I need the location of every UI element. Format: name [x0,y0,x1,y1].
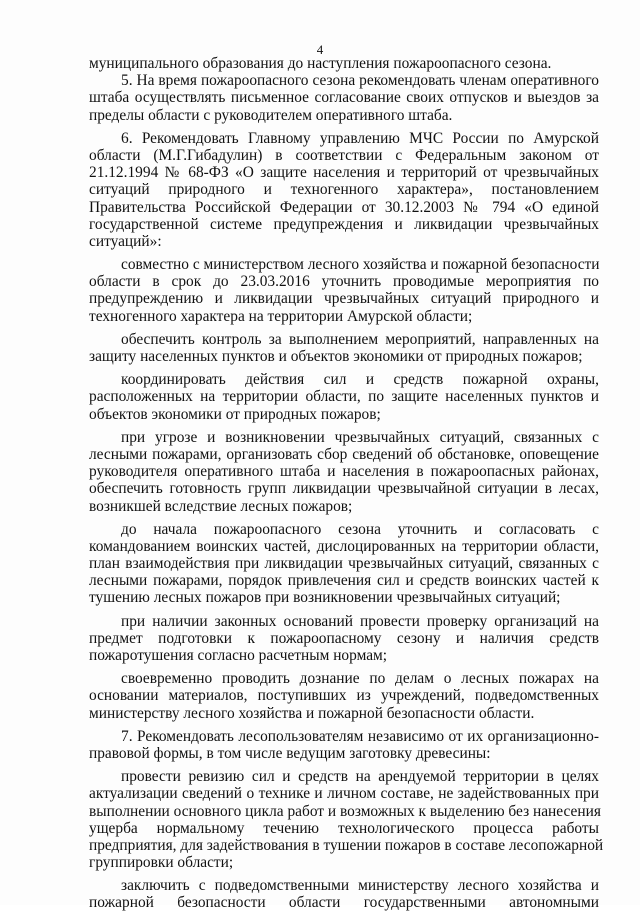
text-line: план взаимодействия при ликвидации чрезвычайных ситуаций, связанных с [89,555,599,573]
text-line: совместно с министерством лесного хозяйства и пожарной безопасности [121,256,600,274]
text-line: заключить с подведомственными министерству лесного хозяйства и [121,877,599,895]
text-line: обеспечить контроль за выполнением мероприятий, направленных на [121,330,599,348]
text-line: предупреждению и ликвидации чрезвычайных ситуаций природного и [89,290,599,308]
text-line: группировки области; [89,854,234,872]
text-line: государственной системе предупреждения и ликвидации чрезвычайных [89,215,599,233]
text-line: техногенного характера на территории Амурской области; [89,307,473,325]
text-line: основании материалов, поступивших из учреждений, подведомственных [89,687,599,705]
text-line: предприятия, для задействования в тушении пожаров в составе лесопожарной [89,836,604,854]
text-line: области в срок до 23.03.2016 уточнить проводимые мероприятия по [89,273,599,291]
text-line: при наличии законных оснований провести проверку организаций на [121,612,599,630]
text-line: до начала пожароопасного сезона уточнить и согласовать с [121,520,599,538]
text-line: министерству лесного хозяйства и пожарной безопасности области. [89,704,535,722]
text-line: области (М.Г.Гибадулин) в соответствии с Федеральным законом от [89,146,599,164]
text-line: ущерба нормальному течению технологического процесса работы [89,819,599,837]
text-line: муниципального образования до наступления пожароопасного сезона. [89,55,552,72]
text-line: пожарной безопасности области государственными автономными [89,894,599,912]
text-line: ситуаций»: [89,232,162,250]
text-line: штаба осуществлять письменное согласование своих отпусков и выездов за [89,89,599,107]
text-line: Правительства Российской Федерации от 30.12.2003 № 794 «О единой [89,198,599,216]
text-line: предмет подготовки к пожароопасному сезону и наличия средств [89,629,599,647]
text-line: обеспечить готовность групп ликвидации чрезвычайной ситуации в лесах, [89,480,599,498]
text-line: пределы области с руководителем оперативного штаба. [89,106,453,124]
page-number: 4 [316,42,324,57]
text-line: защиту населенных пунктов и объектов экономики от природных пожаров; [89,348,583,365]
text-line: ситуаций природного и техногенного характера», постановлением [89,181,599,199]
text-line: тушению лесных пожаров при возникновении чрезвычайных ситуаций; [89,589,561,607]
text-line: выполнении основного цикла работ и возможных к выделению без нанесения [89,802,601,820]
text-line: 5. На время пожароопасного сезона рекомендовать членам оперативного [121,72,599,90]
text-line: возникшей вследствие лесных пожаров; [89,497,353,515]
text-line: пожаротушения согласно расчетным нормам; [89,647,388,664]
text-line: командованием воинских частей, дислоцированных на территории области, [89,537,599,555]
text-line: объектов экономики от природных пожаров; [89,405,381,423]
text-line: 6. Рекомендовать Главному управлению МЧС России по Амурской [121,129,599,147]
document-body [89,55,604,912]
text-line: лесными пожарами, организовать сбор сведений об обстановке, оповещение [89,445,599,463]
text-line: при угрозе и возникновении чрезвычайных ситуаций, связанных с [121,428,599,446]
text-line: своевременно проводить дознание по делам о лесных пожарах на [121,670,599,688]
text-line: провести ревизию сил и средств на арендуемой территории в целях [121,768,599,786]
text-line: актуализации сведений о технике и личном составе, не задействованных при [89,785,599,803]
text-line: координировать действия сил и средств пожарной охраны, [121,371,599,389]
text-line: руководителя оперативного штаба и населения в пожароопасных районах, [89,463,599,481]
text-line: правовой формы, в том числе ведущим заготовку древесины: [89,744,491,762]
text-line: 21.12.1994 № 68-ФЗ «О защите населения и территорий от чрезвычайных [89,164,599,182]
text-line: расположенных на территории области, по защите населенных пунктов и [89,388,599,406]
text-line: лесными пожарами, порядок привлечения сил и средств воинских частей к [89,572,599,590]
text-line: 7. Рекомендовать лесопользователям независимо от их организационно- [121,727,599,745]
